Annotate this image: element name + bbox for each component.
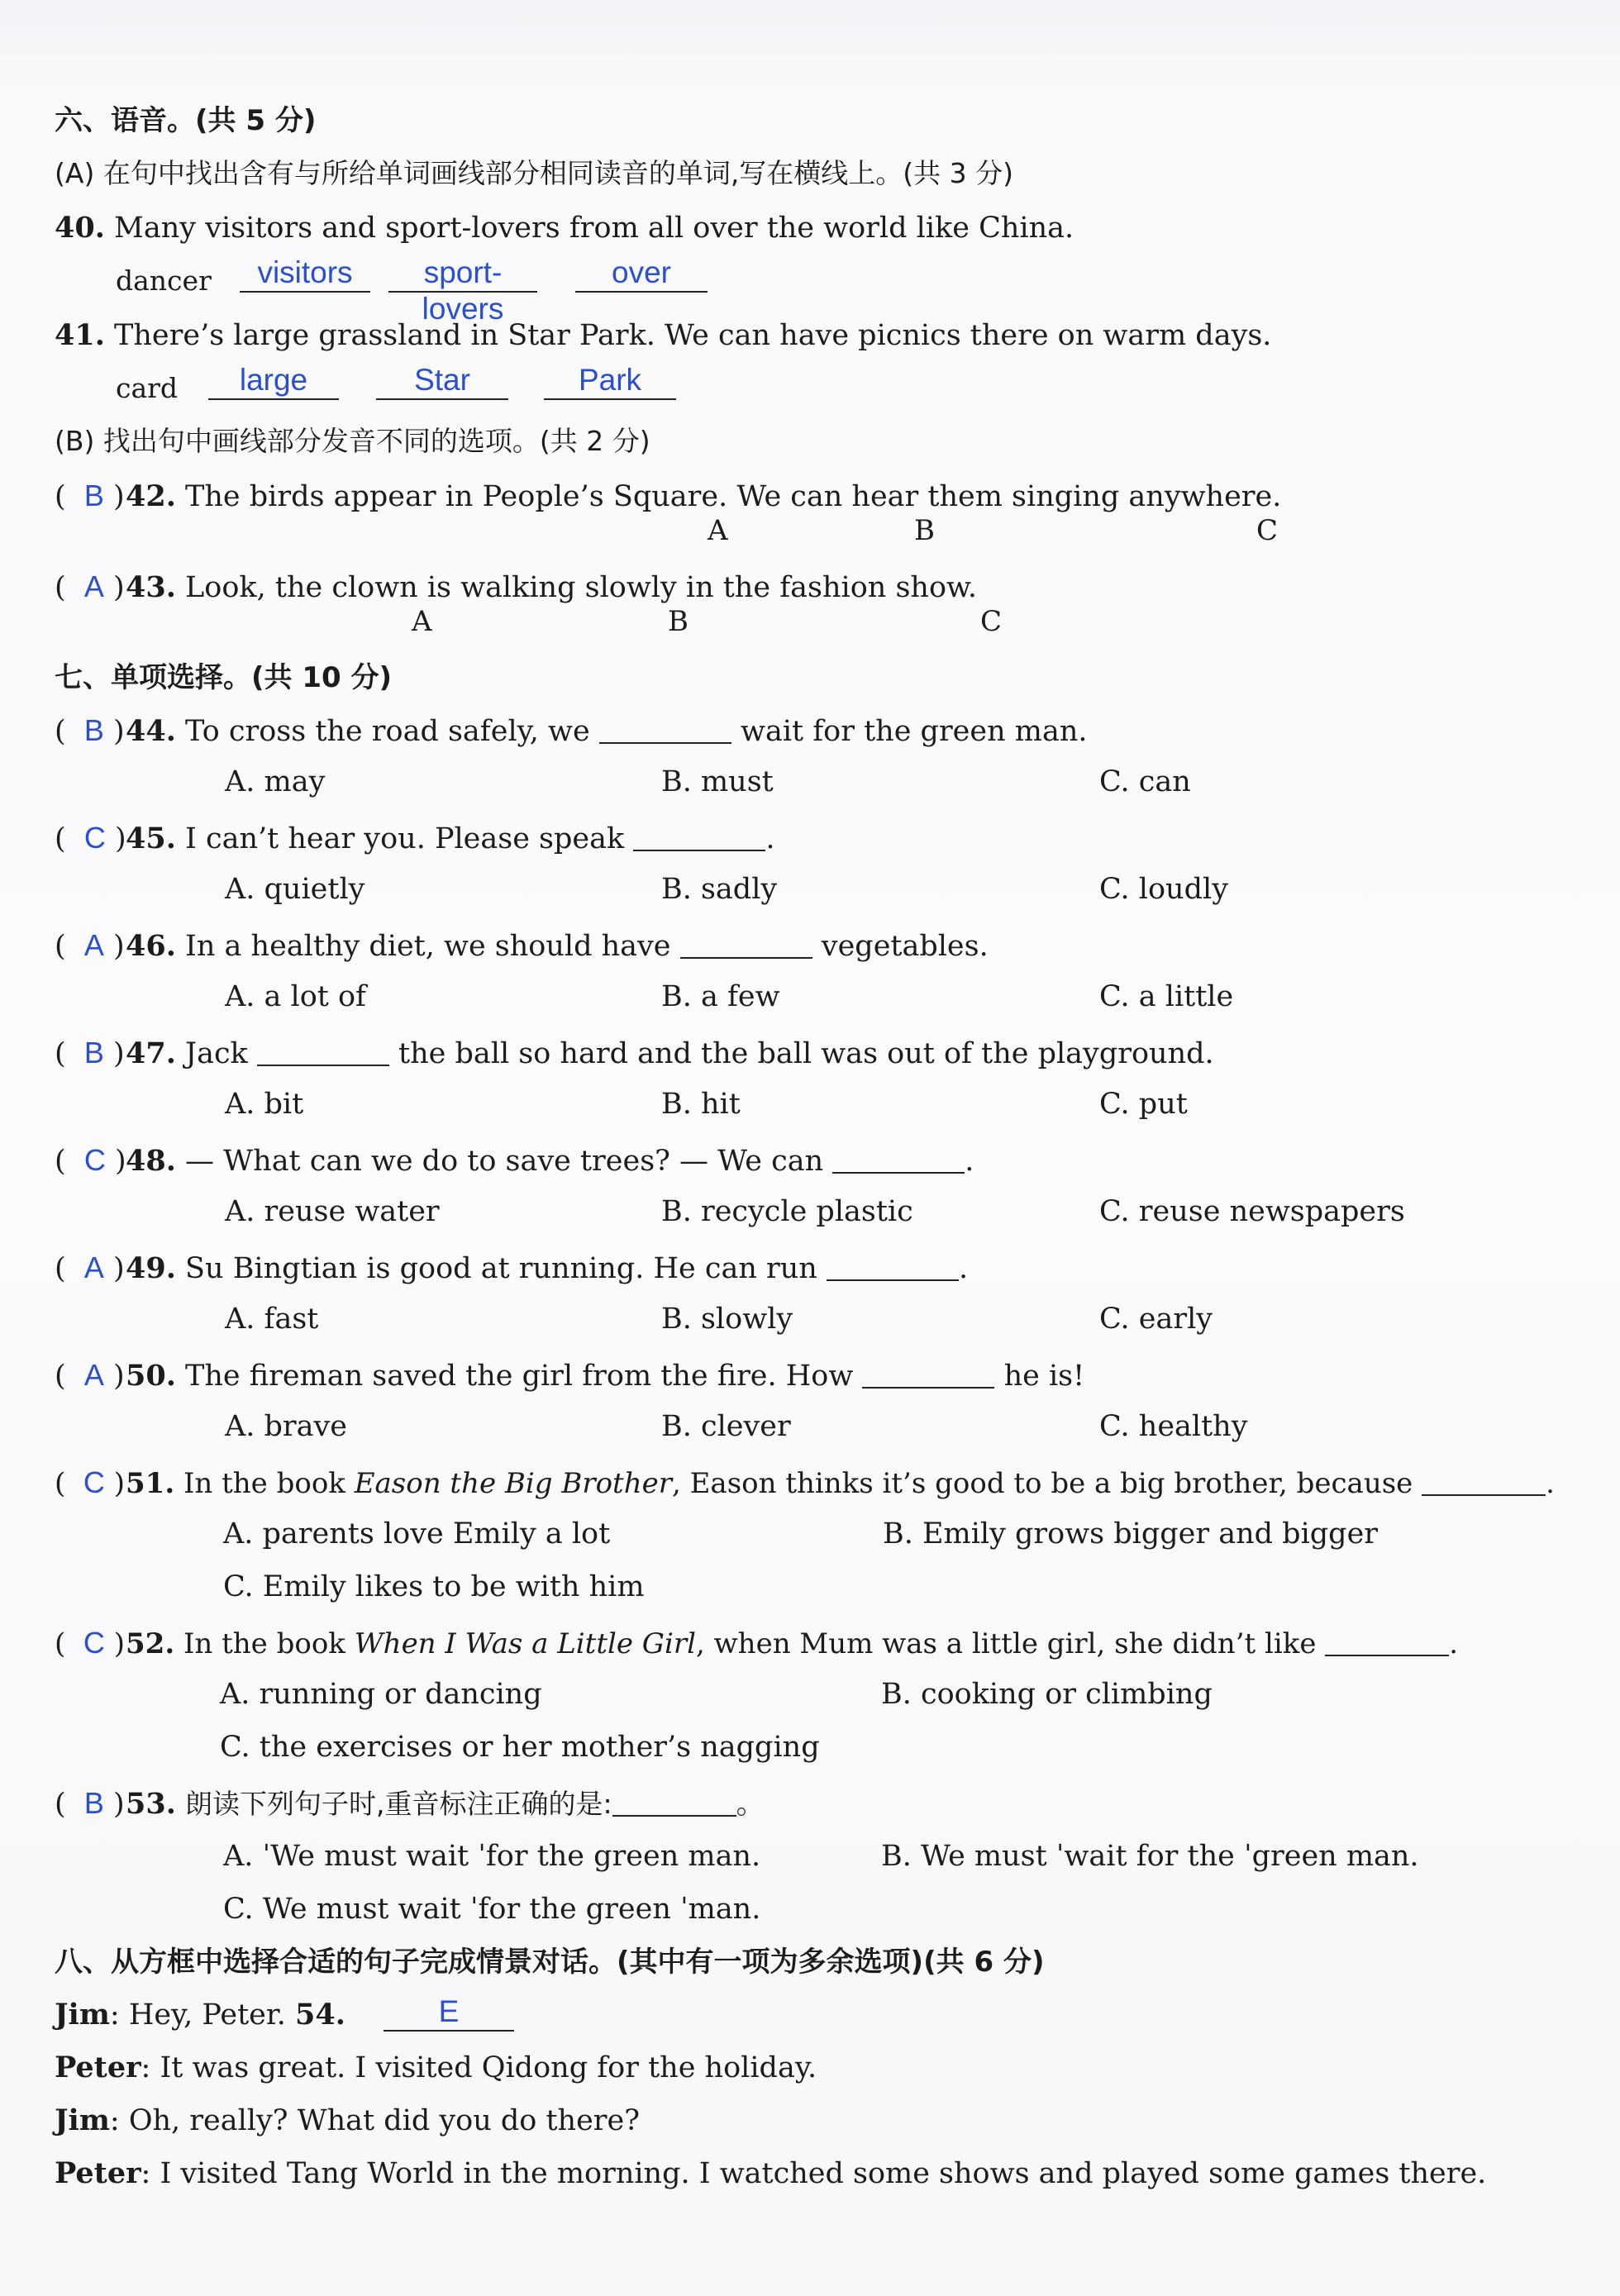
question-53: ( B )53. 朗读下列句子时,重音标注正确的是: 。 <box>55 1786 765 1821</box>
question-number: 41. <box>55 318 105 352</box>
dialog-line: Jim: Oh, really? What did you do there? <box>55 2103 641 2137</box>
question-49: ( A )49. Su Bingtian is good at running. He can run . <box>55 1250 969 1285</box>
answer-gap <box>680 932 812 959</box>
question-text: Many visitors and sport-lovers from all over the world like China. <box>114 212 1074 245</box>
speaker: Peter <box>55 2156 141 2190</box>
answer-blank[interactable]: Star <box>376 362 508 400</box>
question-42: ( B )42. The birds appear in People’s Square. We can hear them singing anywhere. <box>55 479 1282 513</box>
dialog-line: Peter: I visited Tang World in the morning. I watched some shows and played some games there. <box>55 2156 1487 2190</box>
speaker: Jim <box>55 2103 110 2137</box>
answer-blank[interactable]: E <box>384 1994 514 2032</box>
option-b: B. We must ˈwait for the ˈgreen man. <box>881 1840 1419 1873</box>
speaker: Jim <box>55 1998 110 2032</box>
section-6-title: 六、语音。(共 5 分) <box>55 104 317 137</box>
answer-paren: ( B ) <box>55 479 125 513</box>
option-label: A <box>412 605 432 638</box>
question-48: ( C )48. — What can we do to save trees? — We can . <box>55 1143 974 1178</box>
answer-gap <box>257 1040 389 1066</box>
option-a: A. fast <box>225 1303 319 1336</box>
dialog-line: Jim: Hey, Peter. 54. <box>55 1998 345 2032</box>
question-44: ( B )44. To cross the road safely, we wait for the green man. <box>55 713 1088 748</box>
option-a: A. quietly <box>225 873 365 906</box>
option-c: C. the exercises or her mother’s nagging <box>220 1731 820 1764</box>
answer-blank[interactable]: sport-lovers <box>388 255 537 293</box>
option-a: A. a lot of <box>225 980 367 1013</box>
answer-mark[interactable]: B <box>83 1036 104 1069</box>
answer-mark[interactable]: C <box>83 1465 105 1499</box>
answer-mark[interactable]: B <box>83 713 104 747</box>
question-43: ( A )43. Look, the clown is walking slowly in the fashion show. <box>55 569 977 604</box>
answer-gap <box>612 1790 736 1817</box>
answer-mark[interactable]: C <box>83 1143 106 1177</box>
option-label: C <box>980 605 1003 638</box>
option-a: A. running or dancing <box>220 1678 542 1711</box>
question-45: ( C )45. I can’t hear you. Please speak . <box>55 821 775 855</box>
answer-gap <box>827 1255 959 1281</box>
option-label: B <box>914 514 935 547</box>
section-6b-instruction: (B) 找出句中画线部分发音不同的选项。(共 2 分) <box>55 425 650 457</box>
option-b: B. clever <box>661 1410 791 1443</box>
answer-gap <box>599 717 731 744</box>
section-8-title: 八、从方框中选择合适的句子完成情景对话。(其中有一项为多余选项)(共 6 分) <box>55 1946 1045 1979</box>
option-a: A. may <box>225 765 326 798</box>
answer-mark[interactable]: A <box>83 928 104 962</box>
option-b: B. a few <box>661 980 780 1013</box>
option-a: A. reuse water <box>225 1195 440 1228</box>
question-text: There’s large grassland in Star Park. We can have picnics there on warm days. <box>114 319 1272 352</box>
given-word: card <box>116 372 179 404</box>
given-word: dancer <box>116 264 212 297</box>
question-46: ( A )46. In a healthy diet, we should have vegetables. <box>55 928 989 963</box>
answer-mark[interactable]: A <box>83 1358 104 1392</box>
answer-blank[interactable]: large <box>208 362 339 400</box>
question-52: ( C )52. In the book When I Was a Little Girl, when Mum was a little girl, she didn’t like . <box>55 1626 1459 1660</box>
answer-mark[interactable]: B <box>83 1786 104 1820</box>
option-b: B. slowly <box>661 1303 793 1336</box>
dialog-line: Peter: It was great. I visited Qidong for the holiday. <box>55 2051 817 2084</box>
section-7-title: 七、单项选择。(共 10 分) <box>55 661 393 694</box>
option-a: A. ˈWe must wait ˈfor the green man. <box>223 1840 761 1873</box>
question-text: The birds appear in People’s Square. We can hear them singing anywhere. <box>185 480 1282 513</box>
option-b: B. sadly <box>661 873 778 906</box>
answer-mark[interactable]: A <box>83 1250 104 1284</box>
option-b: B. Emily grows bigger and bigger <box>883 1517 1379 1551</box>
option-c: C. a little <box>1099 980 1234 1013</box>
option-a: A. parents love Emily a lot <box>223 1517 611 1551</box>
option-c: C. healthy <box>1099 1410 1248 1443</box>
answer-blank[interactable]: Park <box>544 362 676 400</box>
option-c: C. loudly <box>1099 873 1228 906</box>
answer-gap <box>832 1147 965 1174</box>
answer-paren: ( A ) <box>55 569 125 604</box>
option-c: C. We must wait ˈfor the green ˈman. <box>223 1893 761 1926</box>
question-number: 40. <box>55 211 105 245</box>
option-c: C. put <box>1099 1088 1188 1121</box>
option-b: B. recycle plastic <box>661 1195 913 1228</box>
section-6a-instruction: (A) 在句中找出含有与所给单词画线部分相同读音的单词,写在横线上。(共 3 分) <box>55 157 1014 189</box>
answer-blank[interactable]: visitors <box>240 255 370 293</box>
option-label: A <box>708 514 728 547</box>
answer-mark[interactable]: C <box>83 821 106 855</box>
answer-gap <box>1325 1630 1449 1656</box>
option-b: B. must <box>661 765 774 798</box>
answer-mark[interactable]: C <box>83 1626 105 1660</box>
question-41 <box>55 317 1271 354</box>
book-title: When I Was a Little Girl <box>354 1627 696 1660</box>
option-label: B <box>668 605 688 638</box>
question-text: Look, the clown is walking slowly in the fashion show. <box>185 571 977 604</box>
question-50: ( A )50. The fireman saved the girl from the fire. How he is! <box>55 1358 1085 1393</box>
answer-gap <box>633 825 765 851</box>
question-47: ( B )47. Jack the ball so hard and the ball was out of the playground. <box>55 1036 1214 1070</box>
answer-blank[interactable]: over <box>575 255 708 293</box>
answer-gap <box>862 1362 994 1389</box>
question-40 <box>55 210 1074 246</box>
option-c: C. early <box>1099 1303 1213 1336</box>
option-a: A. brave <box>225 1410 348 1443</box>
option-b: B. hit <box>661 1088 741 1121</box>
option-c: C. can <box>1099 765 1191 798</box>
option-c: C. reuse newspapers <box>1099 1195 1405 1228</box>
option-label: C <box>1256 514 1279 547</box>
option-a: A. bit <box>225 1088 304 1121</box>
option-b: B. cooking or climbing <box>881 1678 1213 1711</box>
question-51: ( C )51. In the book Eason the Big Brother, Eason thinks it’s good to be a big brother, because . <box>55 1465 1555 1500</box>
answer-gap <box>1422 1470 1546 1496</box>
option-c: C. Emily likes to be with him <box>223 1570 645 1603</box>
speaker: Peter <box>55 2051 141 2084</box>
book-title: Eason the Big Brother <box>354 1467 672 1500</box>
